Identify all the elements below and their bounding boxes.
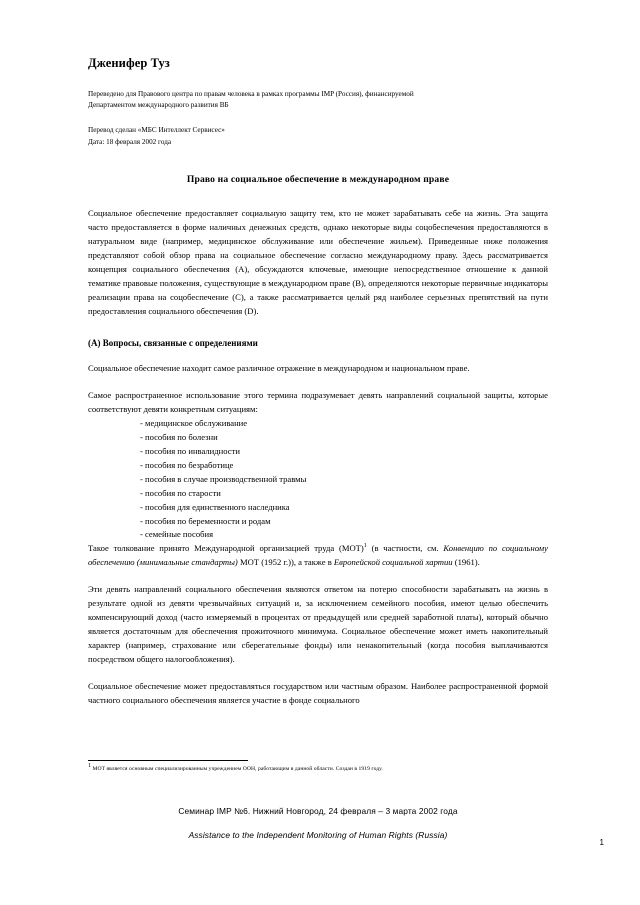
section-a-paragraph-1: Социальное обеспечение находит самое различное отражение в международном и национальном праве. [88,363,470,374]
footer-seminar-line: Семинар IMP №6. Нижний Новгород, 24 февраля – 3 марта 2002 года [178,806,458,816]
footnote-reference-marker: 1 [363,543,367,550]
footnote-body: МОТ является основным специализированным учреждением ООН, работающим в данной области. Создан в 1919 году. [92,766,383,772]
list-item: - пособия по безработице [140,459,234,470]
section-a-paragraph-4: Эти девять направлений социального обеспечения являются ответом на потерю способности зарабатывать на жизнь в результате одной из девяти чрезвычайных ситуаций и, за исключением семейного пособия, имеют целью обеспечить компенсирующий доход (часто измеряемый в процентах от предыдущей или средней заработной платы), который обычно является достаточным для обеспечения прожиточного минимума. Социальное обеспечение может иметь накопительный характер (например, страхование или сберегательные фонды) или ненакопительный (когда пособия выплачиваются посредством общего налогообложения). [88,584,548,664]
translator-name-line: Перевод сделан «МБС Интеллект Сервисес» [88,126,225,135]
list-item: - пособия по беременности и родам [140,515,271,526]
list-item: - пособия по инвалидности [140,445,240,456]
convention-title-italic: Конвенцию по социальному обеспечению (минимальные стандарты) [88,543,548,568]
translation-date-line: Дата: 18 февраля 2002 года [88,137,172,146]
page-number: 1 [599,838,604,847]
page-content [88,56,548,721]
footnote-marker: 1 [88,763,92,770]
ilo-sentence-part-1: Такое толкование принято Международной организацией труда (МОТ) [88,543,364,554]
section-a-heading: (А) Вопросы, связанные с определениями [88,337,258,348]
intro-paragraph: Социальное обеспечение предоставляет социальную защиту тем, кто не может зарабатывать себе на жизнь. Эта защита часто предоставляется в форме наличных денежных средств, однако некоторые виды соцобеспечения предоставляются в натуральном виде (например, медицинское обслуживание или обеспечение жильем). Приведенные ниже положения представляют собой обзор права на социальное обеспечение согласно международному праву. Здесь рассматривается концепция социального обеспечения (А), обсуждаются ключевые, имеющие непосредственное отношение к данной тематике правовые положения, существующие в международном праве (В), определяются некоторые первичные индикаторы реализации права на соцобеспечение (С), а также рассматривается целый ряд наиболее серьезных препятствий на пути предоставления социального обеспечения (D). [88,208,548,316]
credit-line-1: Переведено для Правового центра по правам человека в рамках программы IMP (Россия), финансируемой [88,90,414,98]
credit-line-2: Департаментом международного развития ВБ [88,101,229,110]
list-item: - пособия по болезни [140,432,218,442]
list-item: - медицинское обслуживание [140,418,248,429]
footnote-area [88,760,548,773]
ilo-sentence-part-3: МОТ (1952 г.)), а также в [237,557,334,568]
ilo-sentence-part-4: (1961). [452,557,480,568]
charter-title-italic: Европейской социальной хартии [333,557,453,568]
translation-credit [88,89,548,111]
page-footer [88,806,548,840]
list-item: - пособия по старости [140,487,221,498]
list-item: - пособия в случае производственной травмы [140,473,307,484]
section-a-paragraph-2: Самое распространенное использование этого термина подразумевает девять направлений социальной защиты, которые соответствуют девяти конкретным ситуациям: [88,390,548,415]
footer-project-line: Assistance to the Independent Monitoring of Human Rights (Russia) [188,830,448,840]
footnote-separator-rule [88,760,248,761]
list-item: - пособия для единственного наследника [140,501,290,512]
ilo-sentence-part-2: (в частности, см. [366,543,444,554]
document-title: Право на социальное обеспечение в международном праве [186,174,450,186]
section-a-paragraph-5: Социальное обеспечение может предоставляться государством или частным образом. Наиболее распространенной формой частного социального обеспечения является участие в фонде социального [88,680,548,705]
translator-info [88,125,548,148]
benefit-branches-list [88,417,548,542]
footnote-text [88,765,548,773]
author-name: Дженифер Туз [88,56,170,70]
list-item: - семейные пособия [140,529,214,540]
section-a-paragraph-3 [88,542,548,570]
